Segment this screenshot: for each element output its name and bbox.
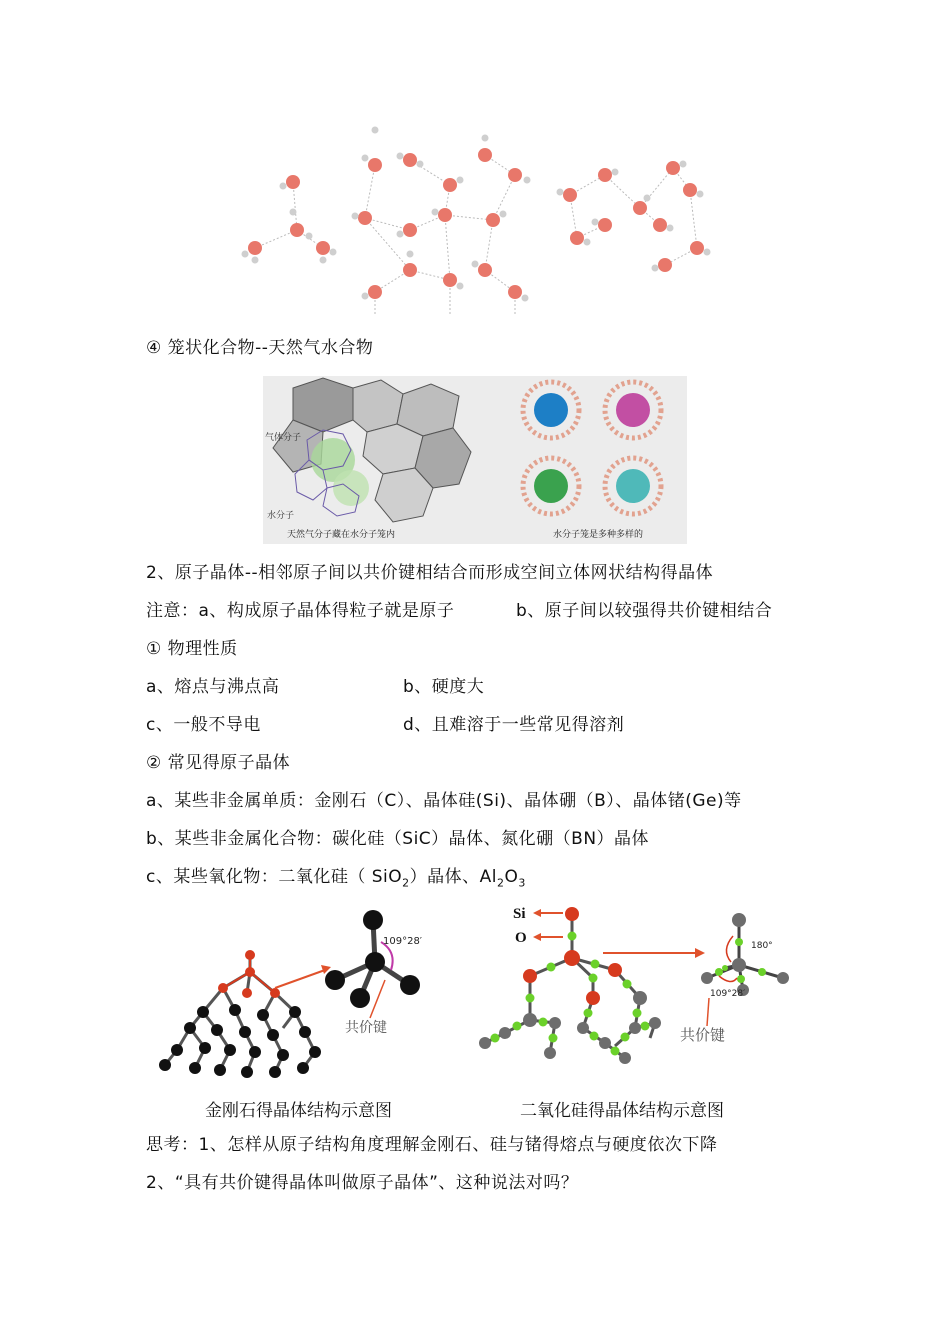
note-line [146, 600, 773, 622]
physical-properties-heading: ① 物理性质 [146, 639, 238, 659]
example-c-sub1: 2 [402, 876, 410, 890]
note-a: 注意：a、构成原子晶体得粒子就是原子 [146, 601, 455, 621]
property-b: b、硬度大 [403, 677, 485, 697]
example-c-sub2: 2 [497, 876, 505, 890]
example-c-mid: ）晶体、Al [409, 867, 498, 887]
silica-angle-top: 180° [751, 941, 773, 951]
example-c [146, 866, 526, 894]
think-question-2: 2、“具有共价键得晶体叫做原子晶体”、这种说法对吗？ [146, 1173, 579, 1193]
property-row-2 [146, 714, 625, 736]
example-c-o: O [504, 867, 519, 887]
property-a: a、熔点与沸点高 [146, 677, 280, 697]
diamond-angle-label: 109°28′ [383, 936, 423, 947]
example-b: b、某些非金属化合物：碳化硅（SiC）晶体、氮化硼（BN）晶体 [146, 829, 650, 849]
example-a: a、某些非金属单质：金刚石（C）、晶体硅(Si)、晶体硼（B）、晶体锗(Ge)等 [146, 791, 742, 811]
example-c-prefix: c、某些氧化物：二氧化硅（ SiO [146, 867, 403, 887]
o-label: O [515, 930, 527, 946]
common-crystals-heading: ② 常见得原子晶体 [146, 753, 291, 773]
diamond-bond-label: 共价键 [345, 1020, 387, 1036]
diamond-structure-figure [155, 900, 445, 1085]
cage-compound-heading: ④ 笼状化合物--天然气水合物 [146, 338, 374, 358]
silica-structure-figure [475, 898, 805, 1078]
si-label: Si [513, 906, 526, 922]
property-row-1 [146, 676, 485, 698]
hydrate-caption-right: 水分子笼是多种多样的 [553, 530, 644, 540]
water-molecule-label: 水分子 [267, 511, 295, 521]
silica-angle-bottom: 109°28′ [710, 989, 746, 999]
think-question-1: 思考：1、怎样从原子结构角度理解金刚石、硅与锗得熔点与硬度依次下降 [146, 1135, 718, 1155]
note-b: b、原子间以较强得共价键相结合 [516, 601, 773, 621]
silica-bond-label: 共价键 [680, 1026, 726, 1044]
property-d: d、且难溶于一些常见得溶剂 [403, 715, 625, 735]
gas-molecule-label: 气体分子 [265, 433, 302, 443]
diamond-caption: 金刚石得晶体结构示意图 [205, 1101, 392, 1121]
hydrate-caption-left: 天然气分子藏在水分子笼内 [287, 530, 396, 540]
property-c: c、一般不导电 [146, 715, 261, 735]
atomic-crystal-definition: 2、原子晶体--相邻原子间以共价键相结合而形成空间立体网状结构得晶体 [146, 563, 714, 583]
silica-caption: 二氧化硅得晶体结构示意图 [520, 1101, 724, 1121]
gas-hydrate-figure [263, 376, 687, 544]
water-hydrogen-bond-figure [235, 120, 715, 320]
example-c-sub3: 3 [518, 876, 526, 890]
